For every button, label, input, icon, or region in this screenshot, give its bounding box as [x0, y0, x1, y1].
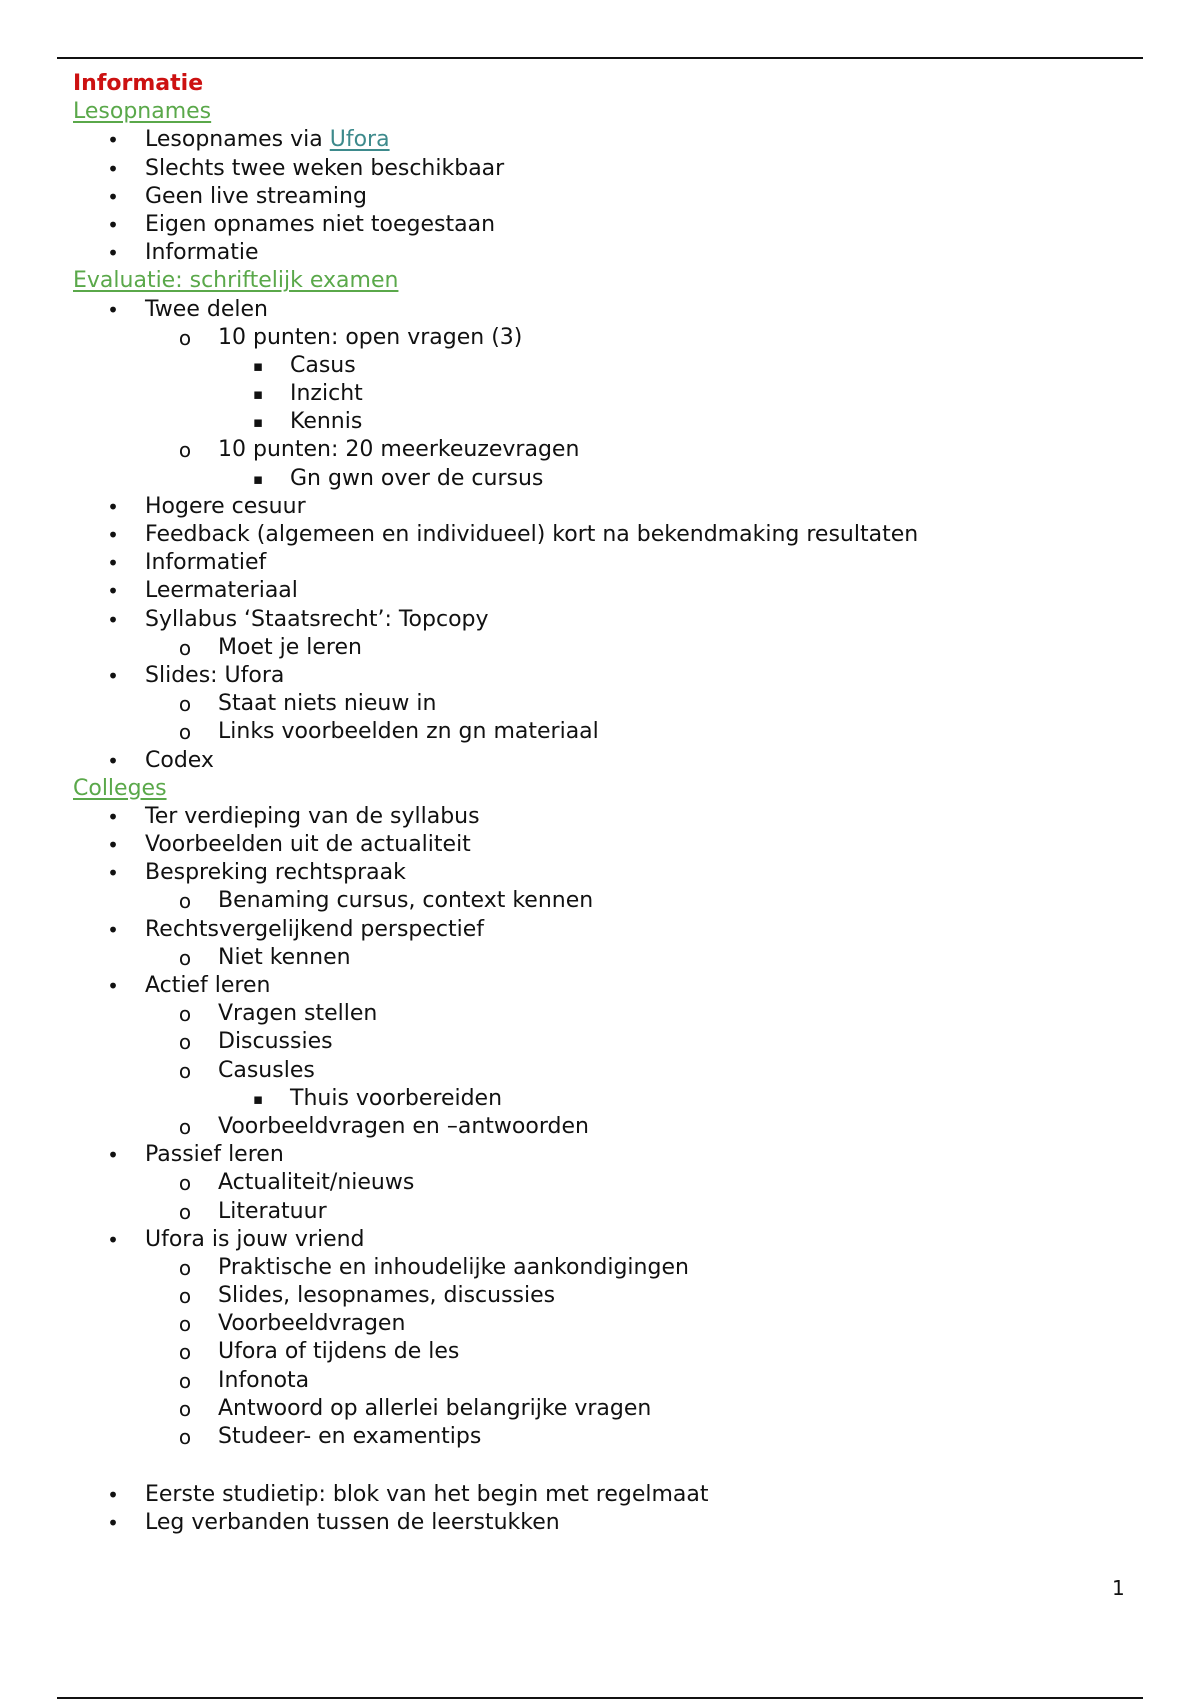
list-item — [73, 352, 1133, 380]
list-item — [73, 380, 1133, 408]
list-item-text: Eerste studietip: blok van het begin met regelmaat — [145, 1482, 709, 1508]
circle-bullet-icon: o — [178, 1312, 192, 1337]
circle-bullet-icon: o — [178, 692, 192, 717]
list-item-text: Gn gwn over de cursus — [290, 465, 544, 491]
list-item — [73, 239, 1133, 267]
list-item — [73, 155, 1133, 183]
list-item-text: Thuis voorbereiden — [290, 1085, 503, 1111]
bullet-icon: • — [107, 663, 119, 688]
list-item — [73, 1395, 1133, 1423]
list-item — [73, 549, 1133, 577]
square-bullet-icon: ▪ — [252, 413, 264, 432]
list-item-text: Bespreking rechtspraak — [145, 860, 406, 886]
list-item-text: Benaming cursus, context kennen — [218, 888, 594, 914]
list-item — [73, 690, 1133, 718]
list-item-text: 10 punten: open vragen (3) — [218, 324, 523, 350]
list-item-text: Twee delen — [145, 296, 268, 322]
section-heading-text: Colleges — [73, 775, 167, 801]
circle-bullet-icon: o — [178, 635, 192, 660]
bullet-icon: • — [107, 1511, 119, 1536]
document-title: Informatie — [73, 71, 204, 96]
bullet-icon: • — [107, 861, 119, 886]
list-item — [73, 1282, 1133, 1310]
list-item-text: Voorbeeldvragen — [218, 1311, 406, 1337]
list-item — [73, 1423, 1133, 1451]
document-body — [73, 70, 1133, 1538]
list-item-text: Hogere cesuur — [145, 493, 306, 519]
list-item-text: Inzicht — [290, 381, 363, 407]
list-item — [73, 1169, 1133, 1197]
section-heading — [73, 267, 1133, 295]
circle-bullet-icon: o — [178, 1199, 192, 1224]
list-item — [73, 1113, 1133, 1141]
list-item-text: Rechtsvergelijkend perspectief — [145, 916, 485, 942]
list-item — [73, 916, 1133, 944]
top-rule — [57, 57, 1143, 59]
square-bullet-icon: ▪ — [252, 469, 264, 488]
bullet-icon: • — [107, 212, 119, 237]
bottom-rule — [57, 1697, 1143, 1699]
list-item — [73, 1481, 1133, 1509]
list-item-text: Actualiteit/nieuws — [218, 1170, 415, 1196]
list-item — [73, 577, 1133, 605]
bullet-icon: • — [107, 607, 119, 632]
bullet-icon: • — [107, 974, 119, 998]
list-item-text: Feedback (algemeen en individueel) kort na bekendmaking resultaten — [145, 522, 919, 547]
list-item — [73, 436, 1133, 464]
circle-bullet-icon: o — [178, 945, 192, 970]
list-item — [73, 126, 1133, 154]
list-item-text: Kennis — [290, 409, 363, 435]
list-item-text: Informatie — [145, 240, 259, 266]
circle-bullet-icon: o — [178, 438, 192, 463]
bullet-icon: • — [107, 579, 119, 604]
bullet-icon: • — [107, 551, 119, 576]
list-item-text: Leermateriaal — [145, 578, 298, 604]
bullet-icon: • — [107, 156, 119, 181]
list-item-text: Informatief — [145, 550, 267, 576]
list-item — [73, 1141, 1133, 1169]
circle-bullet-icon: o — [178, 1030, 192, 1055]
list-item — [73, 1057, 1133, 1085]
list-item — [73, 831, 1133, 859]
list-item — [73, 859, 1133, 887]
list-item-text: Vragen stellen — [218, 1001, 378, 1027]
list-item — [73, 718, 1133, 746]
list-item — [73, 944, 1133, 972]
bullet-icon: • — [107, 1483, 119, 1508]
list-item — [73, 1028, 1133, 1056]
list-item — [73, 1310, 1133, 1338]
bullet-icon: • — [107, 748, 119, 773]
section-heading — [73, 775, 1133, 803]
list-item — [73, 747, 1133, 775]
list-item-text: Slechts twee weken beschikbaar — [145, 155, 505, 181]
section-heading-text: Evaluatie: schriftelijk examen — [73, 268, 399, 294]
square-bullet-icon: ▪ — [252, 385, 264, 404]
section-heading — [73, 98, 1133, 126]
list-item-text: Casus — [290, 352, 356, 378]
list-item-text: Actief leren — [145, 973, 271, 998]
ufora-link[interactable]: Ufora — [329, 127, 390, 153]
list-item — [73, 1198, 1133, 1226]
circle-bullet-icon: o — [178, 1171, 192, 1196]
list-item-text: Eigen opnames niet toegestaan — [145, 211, 496, 237]
list-item-text: Praktische en inhoudelijke aankondigingen — [218, 1254, 689, 1280]
list-item-text: Antwoord op allerlei belangrijke vragen — [218, 1395, 652, 1421]
list-item-text: Ufora of tijdens de les — [218, 1339, 460, 1365]
list-item-text: Casusles — [218, 1057, 315, 1083]
list-item-text: Links voorbeelden zn gn materiaal — [218, 719, 599, 745]
list-item — [73, 634, 1133, 662]
list-item-text: Discussies — [218, 1029, 333, 1055]
sections-container — [73, 98, 1133, 1537]
list-item-text: Leg verbanden tussen de leerstukken — [145, 1510, 560, 1536]
list-item-text: Voorbeeldvragen en –antwoorden — [218, 1113, 589, 1139]
list-item-text: Infonota — [218, 1367, 310, 1393]
list-item-text: Syllabus ‘Staatsrecht’: Topcopy — [145, 606, 489, 632]
bullet-icon: • — [107, 241, 119, 266]
square-bullet-icon: ▪ — [252, 356, 264, 375]
list-item-text: Passief leren — [145, 1142, 284, 1168]
list-item — [73, 972, 1133, 1000]
list-item — [73, 493, 1133, 521]
list-item — [73, 1254, 1133, 1282]
list-item — [73, 803, 1133, 831]
bullet-icon: • — [107, 184, 119, 209]
bullet-icon: • — [107, 833, 119, 858]
bullet-icon: • — [107, 1143, 119, 1168]
list-item — [73, 183, 1133, 211]
bullet-icon: • — [107, 494, 119, 519]
circle-bullet-icon: o — [178, 1425, 192, 1449]
list-item-text: Moet je leren — [218, 634, 362, 660]
bullet-icon: • — [107, 804, 119, 829]
list-item-text: 10 punten: 20 meerkeuzevragen — [218, 437, 580, 463]
circle-bullet-icon: o — [178, 720, 192, 745]
bullet-icon: • — [107, 1227, 119, 1252]
blank-line — [73, 1451, 1133, 1481]
list-item — [73, 1000, 1133, 1028]
page-number: 1 — [1112, 1576, 1125, 1600]
list-item — [73, 1085, 1133, 1113]
list-item — [73, 1226, 1133, 1254]
bullet-icon: • — [107, 917, 119, 942]
circle-bullet-icon: o — [178, 1396, 192, 1421]
bullet-icon: • — [107, 297, 119, 322]
list-item-text: Lesopnames via — [145, 127, 330, 153]
list-item — [73, 408, 1133, 436]
list-item — [73, 324, 1133, 352]
list-item-text: Ter verdieping van de syllabus — [145, 803, 480, 829]
list-item-text: Ufora is jouw vriend — [145, 1226, 365, 1252]
list-item-text: Slides, lesopnames, discussies — [218, 1283, 556, 1309]
list-item-text: Studeer- en examentips — [218, 1424, 482, 1449]
list-item — [73, 1338, 1133, 1366]
list-item — [73, 606, 1133, 634]
bullet-icon: • — [107, 523, 119, 547]
list-item-text: Staat niets nieuw in — [218, 691, 437, 717]
circle-bullet-icon: o — [178, 325, 192, 350]
circle-bullet-icon: o — [178, 1255, 192, 1280]
list-item — [73, 662, 1133, 690]
list-item — [73, 465, 1133, 493]
bullet-icon: • — [107, 128, 119, 153]
list-item — [73, 211, 1133, 239]
list-item-text: Slides: Ufora — [145, 662, 285, 688]
circle-bullet-icon: o — [178, 1058, 192, 1083]
square-bullet-icon: ▪ — [252, 1089, 264, 1108]
circle-bullet-icon: o — [178, 1340, 192, 1365]
list-item-text: Geen live streaming — [145, 183, 367, 209]
circle-bullet-icon: o — [178, 1114, 192, 1139]
circle-bullet-icon: o — [178, 889, 192, 914]
list-item-text: Codex — [145, 747, 214, 773]
circle-bullet-icon: o — [178, 1002, 192, 1027]
list-item — [73, 1509, 1133, 1537]
list-item — [73, 521, 1133, 549]
circle-bullet-icon: o — [178, 1284, 192, 1309]
list-item-text: Niet kennen — [218, 944, 351, 970]
list-item — [73, 887, 1133, 915]
list-item-text: Literatuur — [218, 1198, 327, 1224]
list-item — [73, 1367, 1133, 1395]
list-item-text: Voorbeelden uit de actualiteit — [145, 832, 471, 858]
section-heading-text: Lesopnames — [73, 99, 212, 125]
circle-bullet-icon: o — [178, 1368, 192, 1393]
list-item — [73, 296, 1133, 324]
